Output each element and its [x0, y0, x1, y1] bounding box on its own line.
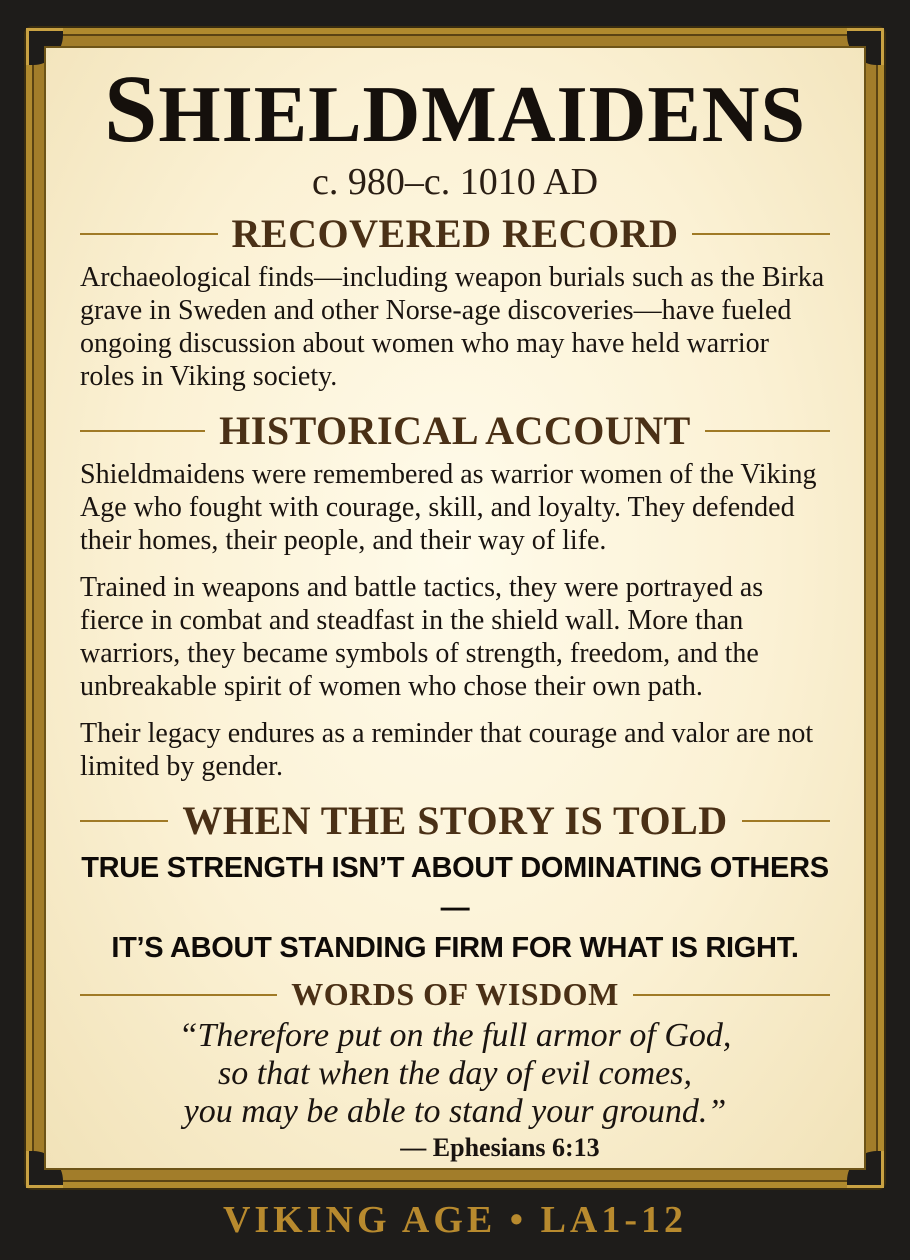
quote-line: so that when the day of evil comes,: [217, 1055, 692, 1092]
section-header-wisdom: [80, 976, 830, 1013]
divider-line: [80, 233, 218, 235]
quote-attribution: — Ephesians 6:13: [400, 1133, 600, 1162]
story-moral: [80, 848, 830, 968]
card-footer-code: VIKING AGE • LA1-12: [222, 1199, 688, 1241]
section-header-historical: [80, 407, 830, 454]
card-title: [80, 55, 830, 162]
section-label: RECOVERED RECORD: [231, 211, 679, 256]
title-rest: HIELDMAIDENS: [158, 71, 807, 159]
parchment-panel: [44, 46, 866, 1170]
quote-line: “Therefore put on the full armor of God,: [178, 1017, 732, 1054]
date-range: c. 980–c. 1010 AD: [311, 161, 599, 203]
section-label: WHEN THE STORY IS TOLD: [182, 798, 728, 843]
section-header-recovered: [80, 210, 830, 257]
card-content: [80, 55, 830, 1163]
divider-line: [80, 994, 277, 996]
divider-line: [633, 994, 830, 996]
story-line: TRUE STRENGTH ISN’T ABOUT DOMINATING OTHERS—: [81, 852, 829, 924]
divider-line: [692, 233, 830, 235]
recovered-record-text: Archaeological finds—including weapon burials such as the Birka grave in Sweden and other Norse-age discoveries—have fueled ongoing discussion about women who may have held warrior roles in Viking society.: [80, 262, 825, 392]
divider-line: [742, 820, 830, 822]
quote-line: you may be able to stand your ground.”: [183, 1093, 727, 1130]
section-header-story: [80, 797, 830, 844]
divider-line: [80, 820, 168, 822]
historical-paragraph-3: Their legacy endures as a reminder that courage and valor are not limited by gender.: [80, 718, 814, 782]
scripture-quote: [80, 1017, 830, 1131]
section-label: WORDS OF WISDOM: [291, 976, 619, 1012]
title-initial: S: [103, 55, 159, 162]
card-frame: [26, 28, 884, 1188]
historical-paragraph-2: Trained in weapons and battle tactics, they were portrayed as fierce in combat and steadfast in the shield wall. More than warriors, they became symbols of strength, freedom, and the unbreakable spirit of women who chose their own path.: [80, 572, 764, 702]
historical-paragraph-1: Shieldmaidens were remembered as warrior women of the Viking Age who fought with courage, skill, and loyalty. They defended their homes, their people, and their way of life.: [80, 459, 817, 556]
divider-line: [705, 430, 830, 432]
story-line: IT’S ABOUT STANDING FIRM FOR WHAT IS RIGHT.: [111, 932, 799, 964]
section-label: HISTORICAL ACCOUNT: [219, 408, 691, 453]
divider-line: [80, 430, 205, 432]
